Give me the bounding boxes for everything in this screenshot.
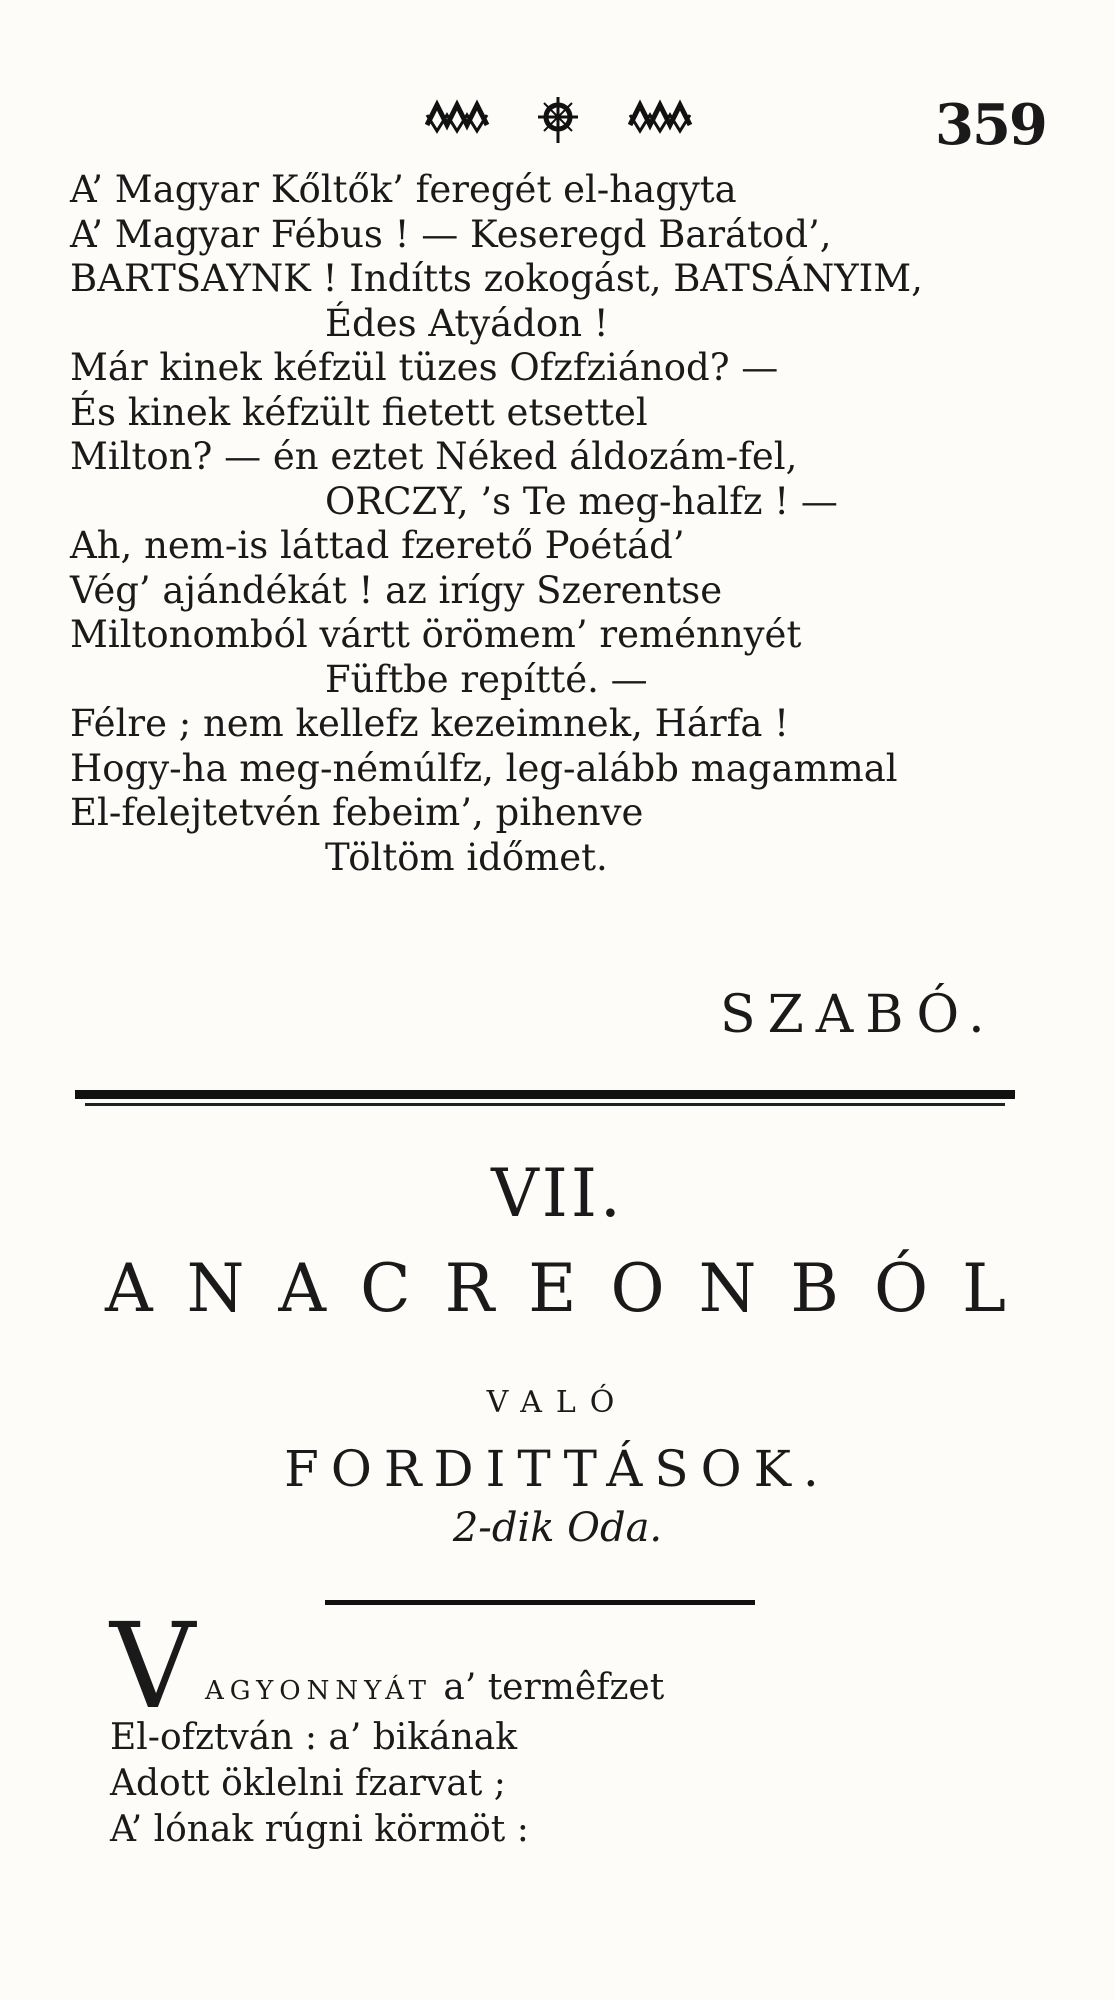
poem-line: És kinek kéfzült fietett etsettel [70, 390, 648, 434]
section-connector: VALÓ [486, 1385, 629, 1420]
section-subtitle: FORDITTÁSOK. [284, 1440, 831, 1498]
section-number: VII. [491, 1155, 624, 1232]
poem-line: Töltöm időmet. [325, 835, 608, 879]
poem-line: A’ Magyar Fébus ! — Keseregd Barátod’, [70, 212, 832, 256]
poem-line: Miltonomból vártt örömem’ reménnyét [70, 613, 802, 656]
page-number: 359 [935, 92, 1046, 158]
ode-first-word: AGYONNYÁT [205, 1676, 432, 1706]
ode-divider [325, 1600, 755, 1605]
ode-poem [110, 1597, 1010, 1853]
section-title: ANACREONBÓL [105, 1250, 1040, 1327]
poem-stanza [70, 168, 1030, 880]
poem-line: Füftbe repítté. — [325, 657, 648, 701]
flower-ornament-icon [532, 95, 584, 145]
ode-first-line [110, 1597, 1010, 1735]
poem-line: ORCZY, ’s Te meg-halfz ! — [325, 479, 838, 523]
ode-line: El-ofztván : a’ bikának [110, 1717, 518, 1758]
ode-lines [110, 1715, 1010, 1853]
poem-line: Hogy-ha meg-némúlfz, leg-alább magammal [70, 746, 898, 790]
ode-first-line-text [205, 1665, 664, 1714]
poem-line: El-felejtetvén febeim’, pihenve [70, 791, 644, 834]
zigzag-ornament-icon [425, 95, 490, 135]
poem-line: Ah, nem-is láttad fzerető Poétád’ [70, 524, 685, 567]
ode-line: A’ lónak rúgni körmöt : [110, 1809, 529, 1850]
ode-heading: 2-dik Oda. [452, 1505, 663, 1551]
ode-first-line-rest: a’ termêfzet [431, 1667, 665, 1708]
author-signature: SZABÓ. [720, 985, 997, 1045]
zigzag-ornament-icon [628, 95, 693, 135]
section-divider-thin [85, 1103, 1005, 1106]
poem-line: Vég’ ajándékát ! az irígy Szerentse [70, 568, 723, 612]
ode-line: Adott öklelni fzarvat ; [110, 1763, 506, 1804]
poem-line: Milton? — én eztet Néked áldozám-fel, [70, 435, 798, 478]
poem-line: Már kinek kéfzül tüzes Ofzfziánod? — [70, 346, 779, 389]
drop-cap: V [110, 1597, 196, 1735]
poem-line: A’ Magyar Kőltők’ feregét el-hagyta [70, 168, 737, 211]
poem-line: Édes Atyádon ! [325, 301, 609, 345]
poem-line: Félre ; nem kellefz kezeimnek, Hárfa ! [70, 702, 790, 745]
poem-line: BARTSAYNK ! Indítts zokogást, BATSÁNYIM, [70, 257, 923, 300]
section-divider [75, 1090, 1015, 1099]
